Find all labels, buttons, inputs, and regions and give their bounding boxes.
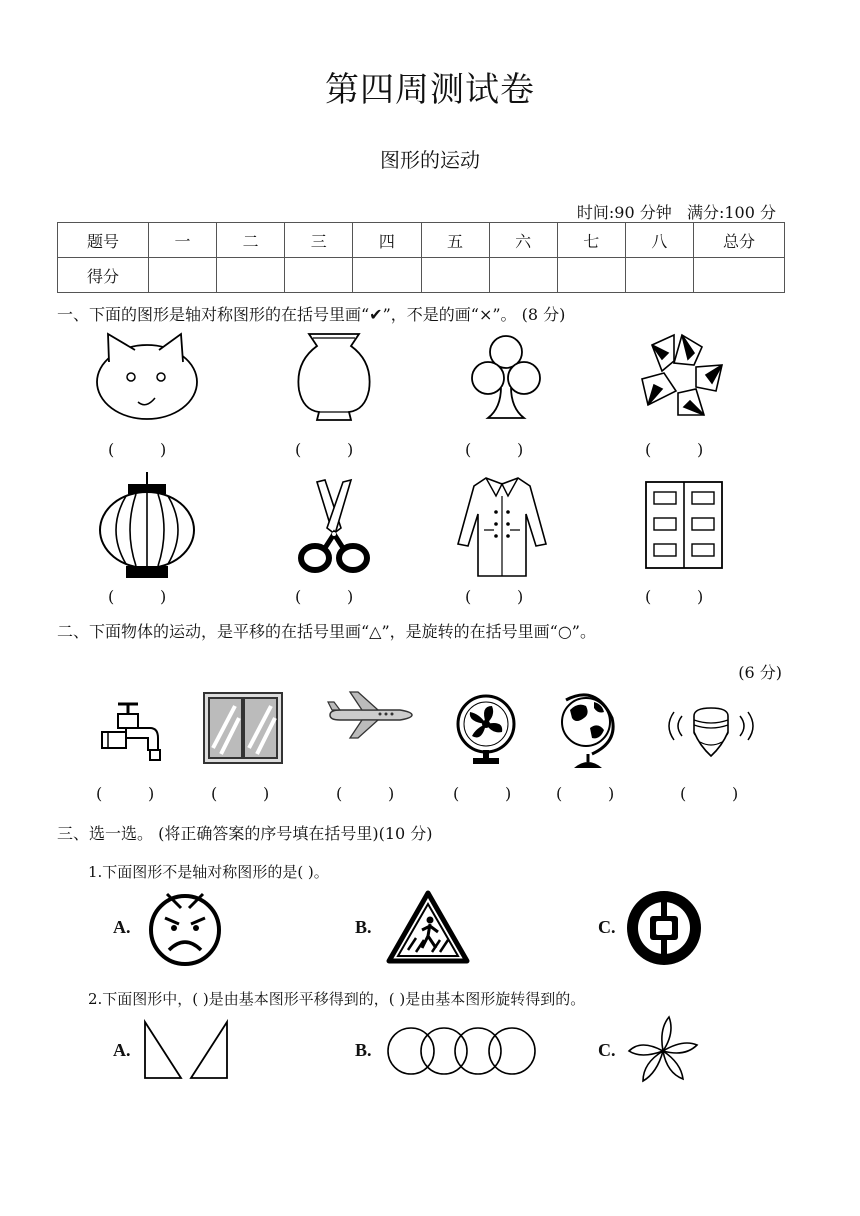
pinwheel-star-icon — [632, 332, 732, 422]
scissors-icon — [297, 478, 371, 576]
score-cell[interactable] — [694, 258, 785, 293]
header-cell: 七 — [557, 223, 625, 258]
score-cell[interactable] — [625, 258, 693, 293]
score-cell[interactable] — [353, 258, 421, 293]
option-b-label: B. — [355, 1040, 372, 1060]
score-cell[interactable] — [217, 258, 285, 293]
header-cell: 三 — [285, 223, 353, 258]
answer-paren[interactable]: ( ) — [556, 784, 615, 803]
answer-paren[interactable]: ( ) — [680, 784, 739, 803]
score-table — [57, 222, 785, 293]
question-2-text: 2.下面图形中，( )是由基本图形平移得到的，( )是由基本图形旋转得到的。 — [88, 990, 586, 1008]
header-cell: 五 — [421, 223, 489, 258]
spinning-top-icon — [660, 698, 762, 760]
answer-paren[interactable]: ( ) — [295, 440, 354, 459]
lantern-icon — [98, 472, 196, 582]
answer-paren[interactable]: ( ) — [96, 784, 155, 803]
club-icon — [470, 332, 542, 422]
answer-paren[interactable]: ( ) — [453, 784, 512, 803]
faucet-icon — [96, 694, 162, 766]
score-cell[interactable] — [149, 258, 217, 293]
page-title: 第四周测试卷 — [325, 70, 535, 110]
triangles-icon — [143, 1020, 229, 1080]
row-label: 得分 — [58, 258, 149, 293]
section2-score: (6 分) — [738, 663, 782, 682]
section3-heading: 三、选一选。 (将正确答案的序号填在括号里)(10 分) — [57, 824, 433, 843]
cat-face-icon — [95, 332, 199, 422]
score-cell[interactable] — [489, 258, 557, 293]
option-c-label: C. — [598, 1040, 616, 1060]
answer-paren[interactable]: ( ) — [336, 784, 395, 803]
header-cell: 八 — [625, 223, 693, 258]
header-cell: 一 — [149, 223, 217, 258]
score-cell[interactable] — [421, 258, 489, 293]
score-table-header-row — [58, 223, 785, 258]
header-cell: 六 — [489, 223, 557, 258]
answer-paren[interactable]: ( ) — [465, 587, 524, 606]
answer-paren[interactable]: ( ) — [211, 784, 270, 803]
header-cell: 总分 — [694, 223, 785, 258]
option-b-label: B. — [355, 917, 372, 937]
question-1-text: 1.下面图形不是轴对称图形的是( )。 — [88, 863, 329, 881]
airplane-icon — [326, 690, 412, 740]
cabinet-icon — [645, 481, 725, 571]
pedestrian-sign-icon — [386, 890, 470, 964]
header-cell: 二 — [217, 223, 285, 258]
option-a-label: A. — [113, 1040, 131, 1060]
bank-logo-icon — [626, 890, 702, 966]
window-icon — [203, 692, 283, 766]
fan-icon — [455, 694, 517, 766]
circles-chain-icon — [386, 1026, 538, 1076]
angry-face-icon — [147, 890, 223, 966]
option-c-label: C. — [598, 917, 616, 937]
answer-paren[interactable]: ( ) — [645, 440, 704, 459]
answer-paren[interactable]: ( ) — [108, 440, 167, 459]
section1-heading: 一、下面的图形是轴对称图形的在括号里画“✔”，不是的画“×”。 (8 分) — [57, 305, 566, 324]
section2-heading: 二、下面物体的运动，是平移的在括号里画“△”，是旋转的在括号里画“○”。 — [57, 622, 596, 641]
option-a-label: A. — [113, 917, 131, 937]
page-subtitle: 图形的运动 — [380, 148, 480, 172]
answer-paren[interactable]: ( ) — [108, 587, 167, 606]
score-cell[interactable] — [285, 258, 353, 293]
answer-paren[interactable]: ( ) — [295, 587, 354, 606]
header-cell: 题号 — [58, 223, 149, 258]
coat-icon — [456, 474, 548, 580]
windmill-icon — [626, 1014, 700, 1088]
header-cell: 四 — [353, 223, 421, 258]
score-cell[interactable] — [557, 258, 625, 293]
globe-icon — [556, 688, 620, 770]
answer-paren[interactable]: ( ) — [645, 587, 704, 606]
time-score-info: 时间:90 分钟 满分:100 分 — [576, 203, 776, 222]
vase-icon — [295, 332, 373, 422]
answer-paren[interactable]: ( ) — [465, 440, 524, 459]
score-table-score-row — [58, 258, 785, 293]
